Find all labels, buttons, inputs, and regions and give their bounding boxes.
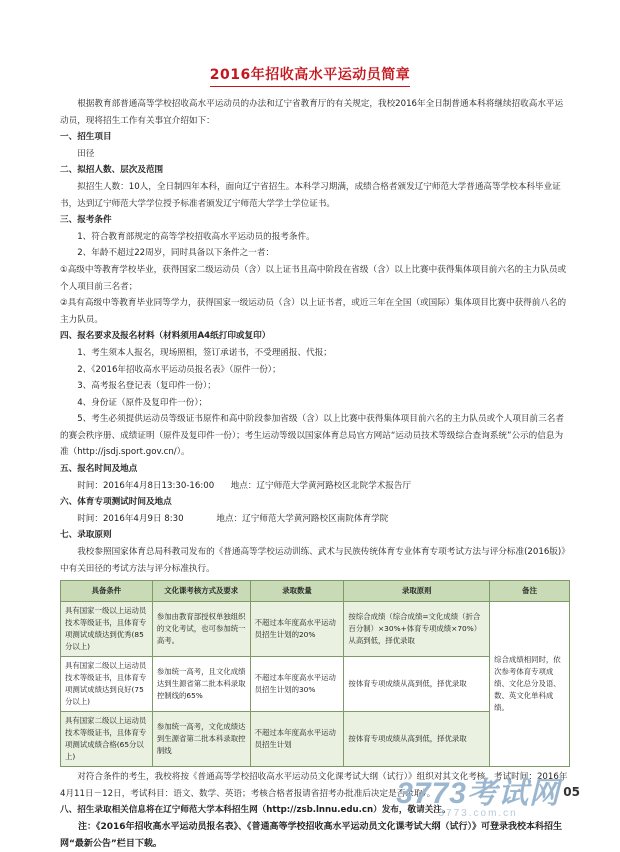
section-6-heading: 六、体育专项测试时间及地点: [60, 497, 172, 508]
table-header-cell: 具备条件: [61, 581, 153, 602]
registration-place: 地点：辽宁师范大学黄河路校区北院学术报告厅: [230, 480, 412, 491]
table-cell: 按体育专项成绩从高到低，择优录取: [344, 712, 490, 767]
table-header-row: [61, 581, 570, 602]
page-number: 05: [563, 785, 580, 799]
table-cell: 具有国家二级以上运动员技术等级证书，且体育专项测试成绩合格(65分以上): [61, 712, 153, 767]
section-4-item: 4、身份证（原件及复印件一份）；: [77, 397, 208, 408]
table-cell: 参加统一高考，文化成绩达到生源省第二批本科录取控制线: [152, 712, 250, 767]
section-5-time-place: [60, 478, 570, 495]
section-4-item: 2、《2016年招收高水平运动员报名表》（原件一份）；: [77, 364, 281, 375]
table-header-cell: 录取原则: [344, 581, 490, 602]
registration-time: 时间：2016年4月8日13:30-16:00: [77, 480, 215, 491]
section-2-heading: 二、拟招人数、层次及范围: [60, 165, 164, 176]
table-cell: 不超过本年度高水平运动员招生计划的30%: [250, 657, 344, 712]
download-note: 注：《2016年招收高水平运动员报名表》、《普通高等学校招收高水平运动员文化课考试大纲（试行）》可登录我校本科招生网“最新公告”栏目下载。: [60, 822, 563, 849]
section-3-item: 1、符合教育部规定的高等学校招收高水平运动员的报考条件。: [77, 231, 315, 242]
section-3-sub: ②具有高级中等教育毕业同等学力，获得国家一级运动员（含）以上证书者，或近三年在全国（或国际）集体项目比赛中获得前八名的主力队员。: [60, 298, 567, 325]
section-3-heading: 三、报考条件: [60, 215, 112, 226]
watermark-logo: [396, 768, 560, 819]
table-header-cell: 录取数量: [250, 581, 344, 602]
section-7-after: 对符合条件的考生，我校将按《普通高等学校招收高水平运动员文化课考试大纲（试行）》组织对其文化考核，考试时间：2016年4月11日－12日，考试科目：语文、数学、英语；考核合格者报请省招考办批准后决定是否录取）。: [60, 772, 568, 799]
table-cell: 按综合成绩（综合成绩=文化成绩（折合百分制）×30%+体育专项成绩×70%）从高到低，择优录取: [344, 602, 490, 657]
section-5-heading: 五、报名时间及地点: [60, 464, 138, 475]
section-6-time-place: [60, 511, 570, 528]
table-cell: 不超过本年度高水平运动员招生计划的20%: [250, 602, 344, 657]
document-body: [60, 96, 570, 852]
table-cell: 参加统一高考，且文化成绩达到生源省第二批本科录取控制线的65%: [152, 657, 250, 712]
table-remark-cell: 综合成绩相同时，依次参考体育专项成绩、文化总分及语、数、英文化单科成绩。: [490, 602, 570, 767]
table-cell: 具有国家二级以上运动员技术等级证书，且体育专项测试成绩达到良好(75分以上): [61, 657, 153, 712]
table-row: [61, 602, 570, 657]
section-4-item: 3、高考报名登记表（复印件一份）；: [77, 381, 216, 392]
admission-rules-table: [60, 580, 570, 767]
section-4-item: 1、考生须本人报名，现场照相，签订承诺书，不受理函报、代报；: [77, 347, 332, 358]
section-7-text: 我校参照国家体育总局科教司发布的《普通高等学校运动训练、武术与民族传统体育专业体育专项考试方法与评分标准(2016版)》中有关田径的考试方法与评分标准执行。: [60, 547, 570, 574]
section-3-sub: ①高级中等教育学校毕业，获得国家二级运动员（含）以上证书且高中阶段在省级（含）以上比赛中获得集体项目前六名的主力队员或个人项目前三名者；: [60, 264, 567, 292]
table-header-cell: 备注: [490, 581, 570, 602]
section-3-item: 2、年龄不超过22周岁，同时具备以下条件之一者：: [77, 248, 275, 259]
test-place: 地点：辽宁师范大学黄河路校区南院体育学院: [216, 513, 389, 524]
table-header-cell: 文化课考核方式及要求: [152, 581, 250, 602]
section-1-heading: 一、招生项目: [60, 132, 112, 143]
intro-paragraph: 根据教育部普通高等学校招收高水平运动员的办法和辽宁省教育厅的有关规定，我校2016年全日制普通本科将继续招收高水平运动员，现将招生工作有关事宜介绍如下：: [60, 99, 564, 126]
section-4-heading: 四、报名要求及报名材料（材料须用A4纸打印或复印）: [60, 331, 271, 342]
section-7-heading: 七、录取原则: [60, 530, 112, 541]
test-time: 时间：2016年4月9日 8:30: [77, 513, 184, 524]
section-2-text: 拟招生人数：10人，全日制四年本科，面向辽宁省招生。本科学习期满，成绩合格者颁发辽宁师范大学普通高等学校本科毕业证书，达到辽宁师范大学学位授予标准者颁发辽宁师范大学学士学位证书。: [60, 181, 561, 209]
section-1-text: 田径: [77, 148, 95, 159]
title-underline: [210, 86, 410, 87]
section-4-item: 5、考生必须提供运动员等级证书原件和高中阶段参加省级（含）以上比赛中获得集体项目前六名的主力队员或个人项目前三名者的赛会秩序册、成绩证明（原件及复印件一份）；考生运动等级以国家体育总局官方网站“运动员技术等级综合查询系统”公示的信息为准（http://jsdj.sport.gov.cn/）。: [60, 414, 564, 458]
watermark-sub: 3773.com.cn: [438, 808, 518, 819]
page-title: 2016年招收高水平运动员简章: [209, 67, 411, 83]
section-8-heading: 八、招生录取相关信息将在辽宁师范大学本科招生网（http://zsb.lnnu.edu.cn）发布，敬请关注。: [60, 805, 451, 816]
table-cell: 不超过本年度高水平运动员招生计划: [250, 712, 344, 767]
table-cell: 具有国家一级以上运动员技术等级证书，且体育专项测试成绩达到优秀(85分以上): [61, 602, 153, 657]
watermark-main: 3773考试网: [396, 777, 560, 810]
table-cell: 按体育专项成绩从高到低，择优录取: [344, 657, 490, 712]
table-cell: 参加由教育部授权单独组织的文化考试，也可参加统一高考。: [152, 602, 250, 657]
